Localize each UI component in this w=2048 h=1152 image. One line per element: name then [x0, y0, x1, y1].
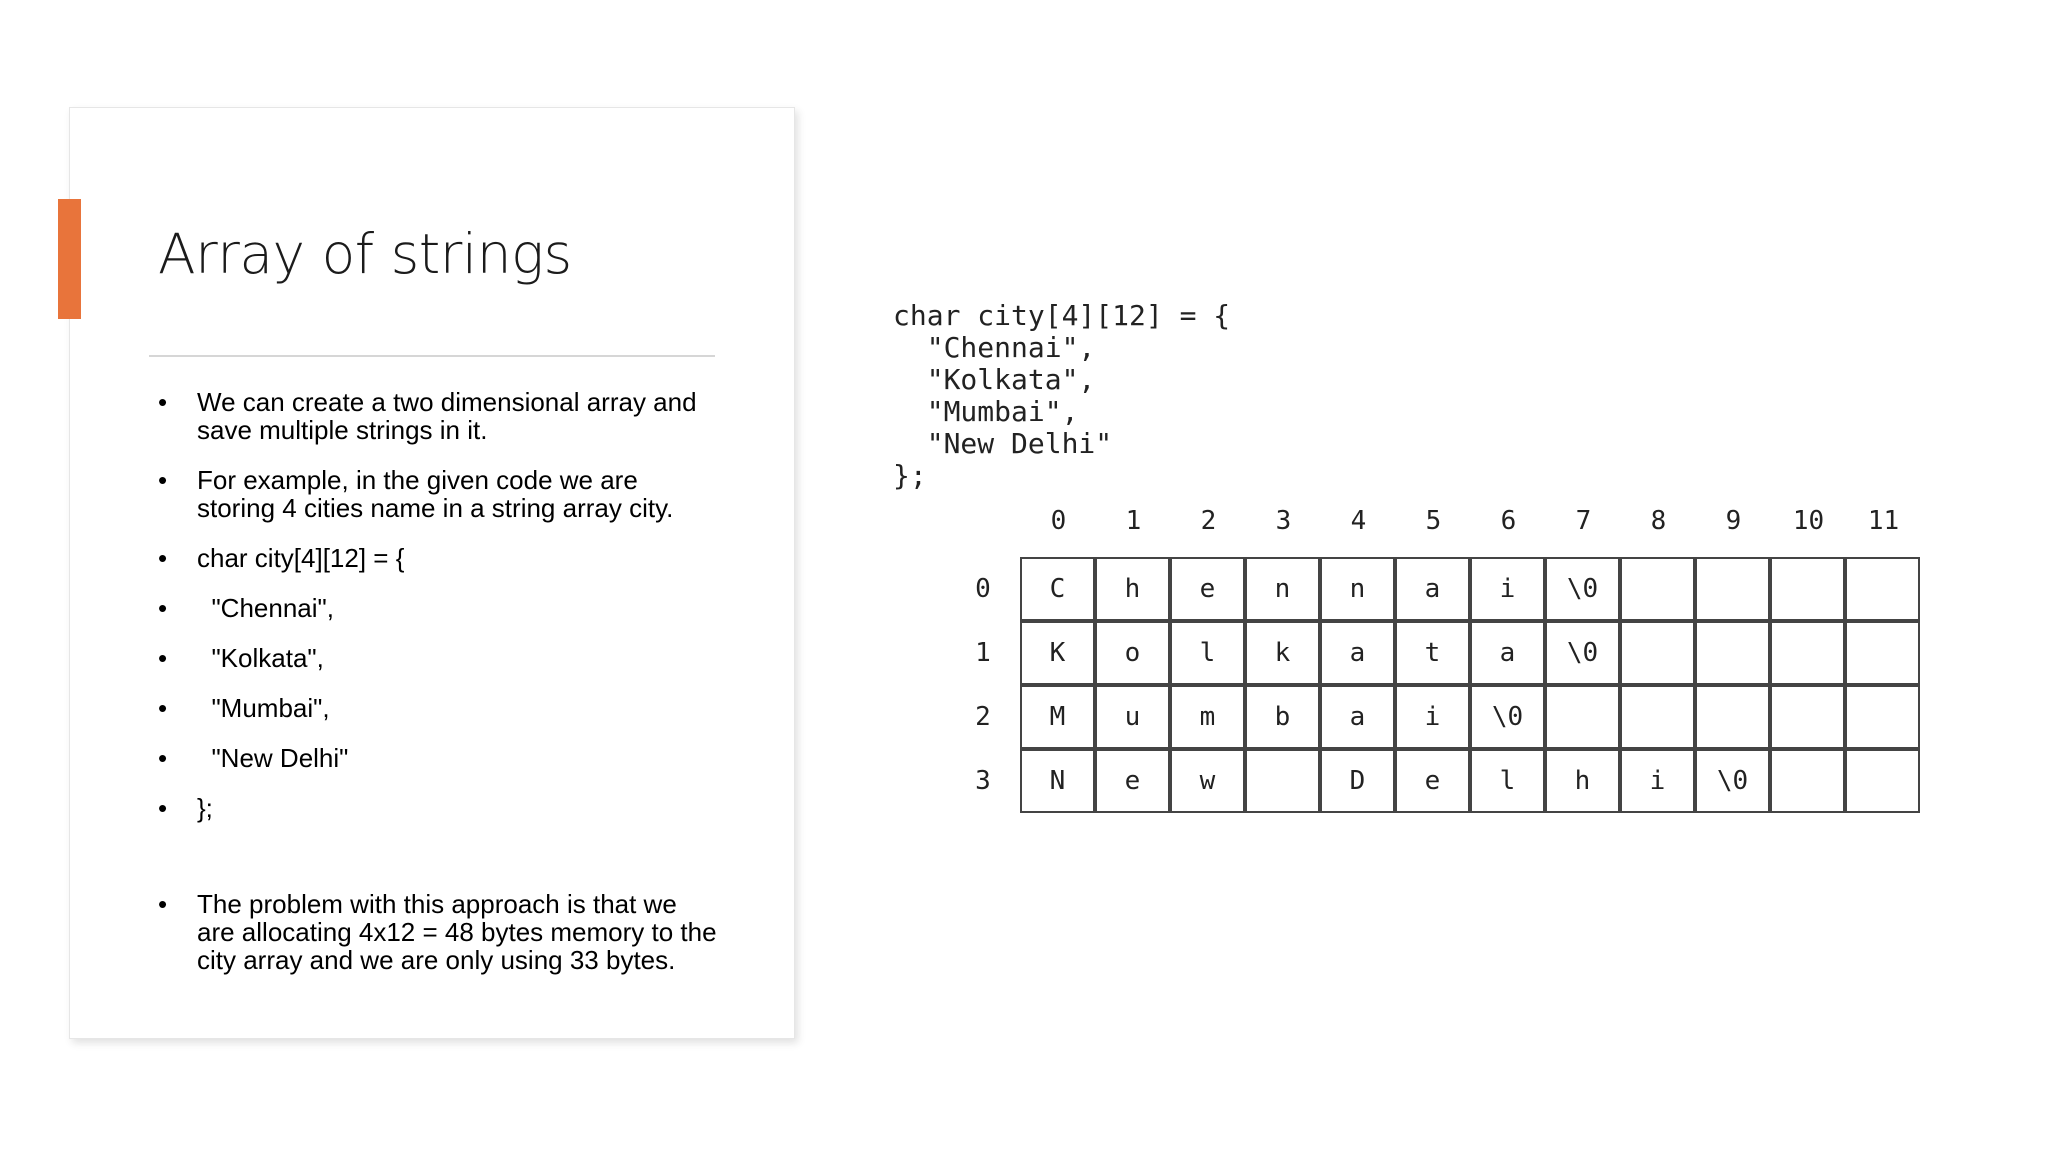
- column-index: 3: [1275, 506, 1292, 536]
- code-line: char city[4][12] = {: [893, 299, 1231, 332]
- table-cell: [1245, 749, 1320, 813]
- bullet-dot: •: [158, 643, 168, 673]
- bullet-item: [158, 644, 718, 672]
- table-cell: [1845, 685, 1920, 749]
- bullet-dot: •: [158, 693, 168, 723]
- table-cell: n: [1245, 557, 1320, 621]
- column-index: 4: [1350, 506, 1367, 536]
- table-cell: [1770, 557, 1845, 621]
- bullet-text: };: [197, 793, 213, 823]
- column-index: 8: [1650, 506, 1667, 536]
- table-cell: D: [1320, 749, 1395, 813]
- code-snippet: [893, 300, 1230, 492]
- column-index: 11: [1867, 506, 1900, 536]
- bullet-text: "New Delhi": [197, 743, 349, 773]
- code-line: "Kolkata",: [893, 363, 1096, 396]
- table-cell: [1845, 621, 1920, 685]
- code-line: "Mumbai",: [893, 395, 1079, 428]
- table-cell: [1770, 621, 1845, 685]
- table-cell: e: [1395, 749, 1470, 813]
- table-cell: [1620, 621, 1695, 685]
- bullet-item: [158, 466, 718, 522]
- accent-bar: [58, 199, 81, 319]
- table-cell: h: [1095, 557, 1170, 621]
- table-cell: i: [1470, 557, 1545, 621]
- table-cell: e: [1095, 749, 1170, 813]
- table-cell: \0: [1545, 557, 1620, 621]
- table-cell: a: [1395, 557, 1470, 621]
- table-cell: a: [1320, 685, 1395, 749]
- bullet-text: "Mumbai",: [197, 693, 330, 723]
- column-index: 6: [1500, 506, 1517, 536]
- bullet-item: [158, 744, 718, 772]
- table-cell: k: [1245, 621, 1320, 685]
- bullet-item: [158, 388, 718, 444]
- table-cell: i: [1395, 685, 1470, 749]
- table-cell: a: [1320, 621, 1395, 685]
- column-index: 0: [1050, 506, 1067, 536]
- table-cell: \0: [1470, 685, 1545, 749]
- bullet-dot: •: [158, 387, 168, 417]
- table-cell: [1545, 685, 1620, 749]
- table-cell: a: [1470, 621, 1545, 685]
- table-cell: i: [1620, 749, 1695, 813]
- table-cell: \0: [1695, 749, 1770, 813]
- column-index: 10: [1792, 506, 1825, 536]
- bullet-dot: •: [158, 593, 168, 623]
- table-cell: [1845, 749, 1920, 813]
- column-index: 9: [1725, 506, 1742, 536]
- bullet-text: The problem with this approach is that we are allocating 4x12 = 48 bytes memory to the city array and we are only using 33 bytes.: [197, 889, 724, 975]
- table-cell: l: [1470, 749, 1545, 813]
- code-line: "New Delhi": [893, 427, 1113, 460]
- bullet-text: "Kolkata",: [197, 643, 324, 673]
- table-cell: [1695, 685, 1770, 749]
- bullet-list: [158, 387, 724, 996]
- table-cell: [1620, 557, 1695, 621]
- table-cell: w: [1170, 749, 1245, 813]
- table-cell: [1695, 621, 1770, 685]
- row-index: 2: [975, 702, 991, 732]
- bullet-dot: •: [158, 889, 168, 919]
- table-cell: [1770, 685, 1845, 749]
- table-cell: [1845, 557, 1920, 621]
- column-index: 1: [1125, 506, 1142, 536]
- table-cell: o: [1095, 621, 1170, 685]
- bullet-text: We can create a two dimensional array and save multiple strings in it.: [197, 387, 704, 445]
- row-index: 1: [975, 638, 991, 668]
- code-line: "Chennai",: [893, 331, 1096, 364]
- table-cell: K: [1020, 621, 1095, 685]
- table-cell: M: [1020, 685, 1095, 749]
- row-index: 3: [975, 766, 991, 796]
- bullet-item: [158, 794, 718, 822]
- table-cell: [1695, 557, 1770, 621]
- table-cell: [1770, 749, 1845, 813]
- slide-title: Array of strings: [158, 222, 572, 286]
- table-cell: l: [1170, 621, 1245, 685]
- column-index: 2: [1200, 506, 1217, 536]
- table-cell: N: [1020, 749, 1095, 813]
- bullet-dot: •: [158, 743, 168, 773]
- code-line: };: [893, 459, 927, 492]
- bullet-item: [158, 889, 724, 975]
- table-cell: n: [1320, 557, 1395, 621]
- table-cell: [1620, 685, 1695, 749]
- column-index: 5: [1425, 506, 1442, 536]
- bullet-text: "Chennai",: [197, 593, 334, 623]
- table-cell: m: [1170, 685, 1245, 749]
- bullet-item: [158, 544, 718, 572]
- table-cell: b: [1245, 685, 1320, 749]
- column-index: 7: [1575, 506, 1592, 536]
- bullet-dot: •: [158, 465, 168, 495]
- bullet-item: [158, 594, 718, 622]
- bullet-item: [158, 694, 718, 722]
- table-cell: t: [1395, 621, 1470, 685]
- table-cell: e: [1170, 557, 1245, 621]
- bullet-dot: •: [158, 543, 168, 573]
- bullet-dot: •: [158, 793, 168, 823]
- table-cell: C: [1020, 557, 1095, 621]
- bullet-text: char city[4][12] = {: [197, 543, 405, 573]
- title-divider: [149, 355, 715, 357]
- row-index: 0: [975, 574, 991, 604]
- table-cell: h: [1545, 749, 1620, 813]
- bullet-text: For example, in the given code we are storing 4 cities name in a string array city.: [197, 465, 674, 523]
- table-cell: \0: [1545, 621, 1620, 685]
- table-cell: u: [1095, 685, 1170, 749]
